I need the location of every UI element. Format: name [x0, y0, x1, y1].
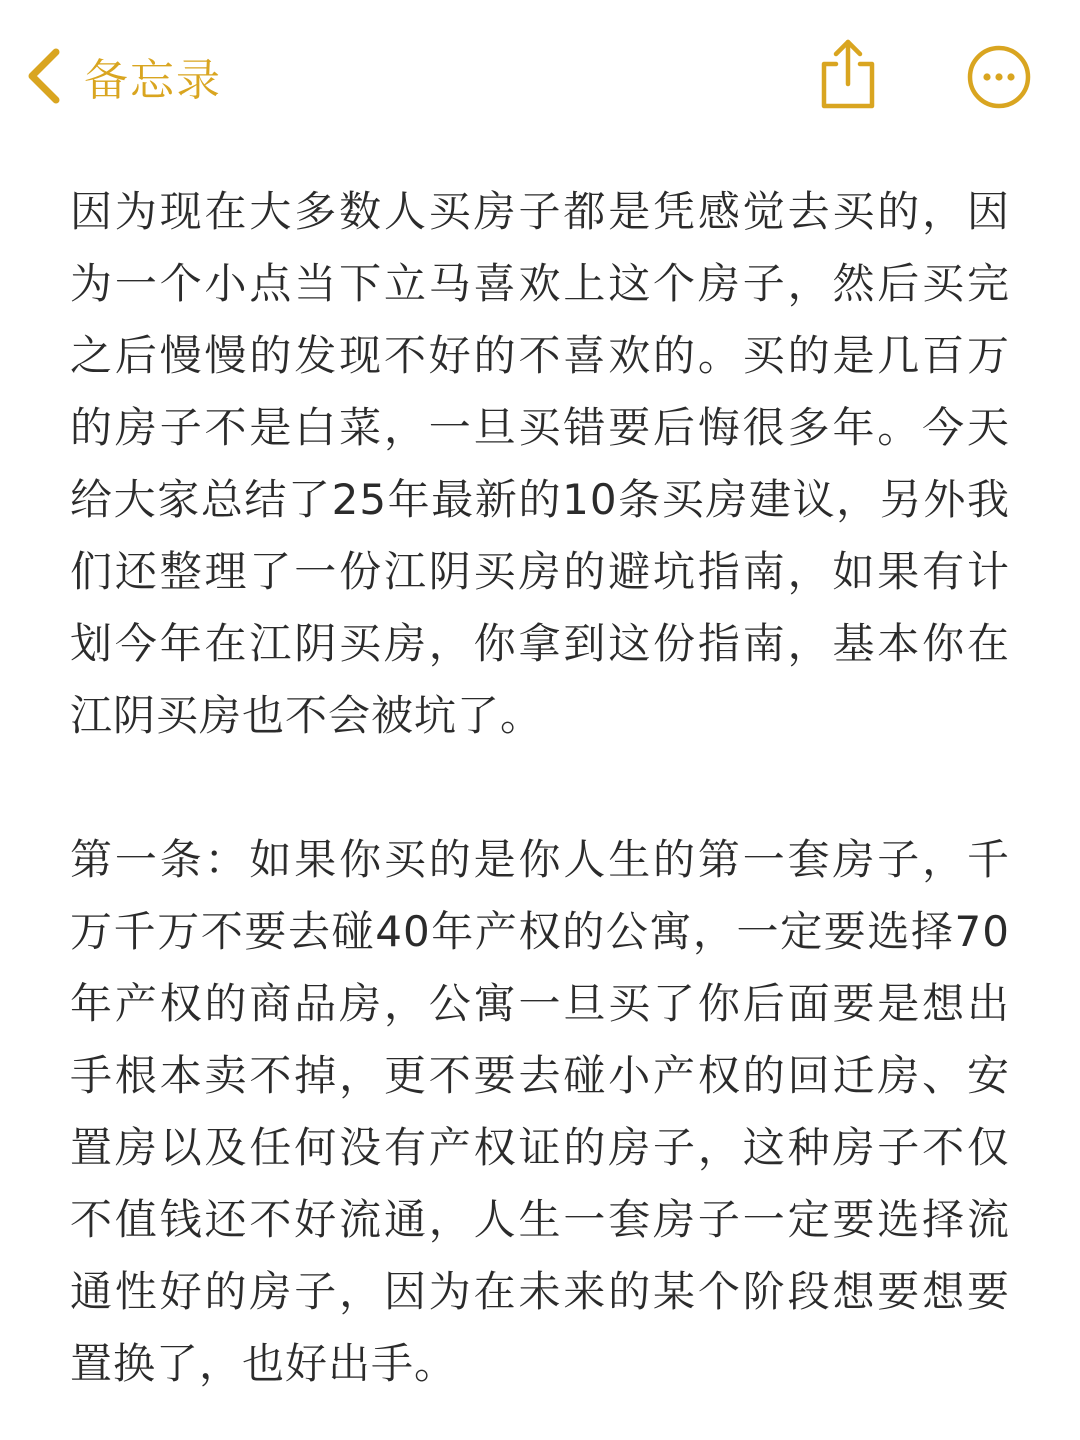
back-button[interactable] [22, 40, 222, 112]
note-content[interactable] [70, 176, 1010, 1400]
note-paragraph-intro: 因为现在大多数人买房子都是凭感觉去买的，因为一个小点当下立马喜欢上这个房子，然后买完之后慢慢的发现不好的不喜欢的。买的是几百万的房子不是白菜，一旦买错要后悔很多年。今天给大家总结了25年最新的10条买房建议，另外我们还整理了一份江阴买房的避坑指南，如果有计划今年在江阴买房，你拿到这份指南，基本你在江阴买房也不会被坑了。 [70, 187, 1010, 740]
ellipsis-circle-icon[interactable] [966, 44, 1032, 110]
note-paragraph-rule-one: 第一条：如果你买的是你人生的第一套房子，千万千万不要去碰40年产权的公寓，一定要选择70年产权的商品房，公寓一旦买了你后面要是想出手根本卖不掉，更不要去碰小产权的回迁房、安置房以及任何没有产权证的房子，这种房子不仅不值钱还不好流通，人生一套房子一定要选择流通性好的房子，因为在未来的某个阶段想要想要置换了，也好出手。 [70, 835, 1010, 1388]
share-icon[interactable] [812, 36, 884, 112]
back-label: 备忘录 [84, 55, 222, 106]
navigation-bar [0, 0, 1080, 150]
chevron-left-icon [22, 46, 66, 106]
